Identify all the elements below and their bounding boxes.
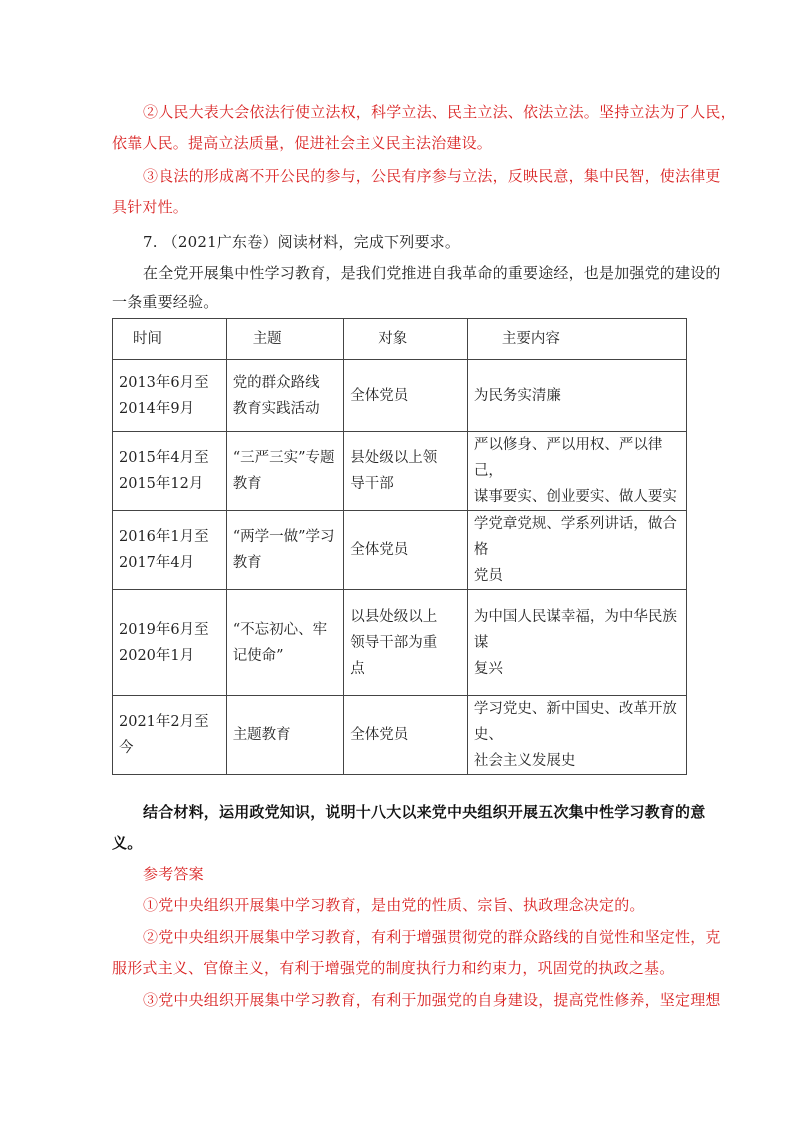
header-target: 对象	[344, 319, 468, 360]
reference-answer-2-line2: 服形式主义、官僚主义，有利于增强党的制度执行力和约束力，巩固党的执政之基。	[112, 959, 675, 977]
table-header-row	[113, 319, 687, 360]
question-header: 7. （2021广东卷）阅读材料，完成下列要求。	[143, 233, 461, 251]
reference-answer-title: 参考答案	[143, 865, 204, 883]
cell-target: 全体党员	[344, 360, 468, 432]
cell-theme: “三严三实”专题 教育	[226, 432, 344, 511]
cell-target: 县处级以上领 导干部	[344, 432, 468, 511]
cell-time: 2015年4月至 2015年12月	[113, 432, 227, 511]
cell-theme: “不忘初心、牢 记使命”	[226, 590, 344, 696]
cell-content: 为中国人民谋幸福，为中华民族谋 复兴	[467, 590, 686, 696]
question-prompt-line1: 结合材料，运用政党知识，说明十八大以来党中央组织开展五次集中性学习教育的意	[143, 803, 706, 821]
header-theme: 主题	[226, 319, 344, 360]
cell-target: 全体党员	[344, 511, 468, 590]
study-campaign-table	[112, 318, 687, 775]
reference-answer-2-line1: ②党中央组织开展集中学习教育，有利于增强贯彻党的群众路线的自觉性和坚定性，克	[143, 928, 721, 946]
cell-content: 学习党史、新中国史、改革开放史、 社会主义发展史	[467, 696, 686, 775]
cell-target: 以县处级以上 领导干部为重 点	[344, 590, 468, 696]
answer-point-3-line2: 具针对性。	[112, 198, 189, 216]
cell-theme: 党的群众路线 教育实践活动	[226, 360, 344, 432]
answer-point-2-line1: ②人民大表大会依法行使立法权，科学立法、民主立法、依法立法。坚持立法为了人民，	[143, 103, 736, 121]
cell-time: 2019年6月至 2020年1月	[113, 590, 227, 696]
table-row	[113, 590, 687, 696]
cell-time: 2013年6月至 2014年9月	[113, 360, 227, 432]
table-row	[113, 511, 687, 590]
cell-content: 为民务实清廉	[467, 360, 686, 432]
header-content: 主要内容	[467, 319, 686, 360]
cell-theme: “两学一做”学习 教育	[226, 511, 344, 590]
reference-answer-3-line1: ③党中央组织开展集中学习教育，有利于加强党的自身建设，提高党性修养，坚定理想	[143, 991, 721, 1009]
table-row	[113, 696, 687, 775]
cell-target: 全体党员	[344, 696, 468, 775]
question-prompt-line2: 义。	[112, 834, 143, 852]
cell-time: 2016年1月至 2017年4月	[113, 511, 227, 590]
cell-time: 2021年2月至今	[113, 696, 227, 775]
cell-content: 学党章党规、学系列讲话，做合格 党员	[467, 511, 686, 590]
table-row	[113, 360, 687, 432]
question-intro-line1: 在全党开展集中性学习教育，是我们党推进自我革命的重要途经，也是加强党的建设的	[143, 264, 721, 282]
answer-point-2-line2: 依靠人民。提高立法质量，促进社会主义民主法治建设。	[112, 134, 493, 152]
cell-content: 严以修身、严以用权、严以律己， 谋事要实、创业要实、做人要实	[467, 432, 686, 511]
header-time: 时间	[113, 319, 227, 360]
table-row	[113, 432, 687, 511]
answer-point-3-line1: ③良法的形成离不开公民的参与，公民有序参与立法，反映民意，集中民智，使法律更	[143, 167, 721, 185]
question-intro-line2: 一条重要经验。	[112, 293, 219, 311]
cell-theme: 主题教育	[226, 696, 344, 775]
reference-answer-1: ①党中央组织开展集中学习教育，是由党的性质、宗旨、执政理念决定的。	[143, 896, 645, 914]
